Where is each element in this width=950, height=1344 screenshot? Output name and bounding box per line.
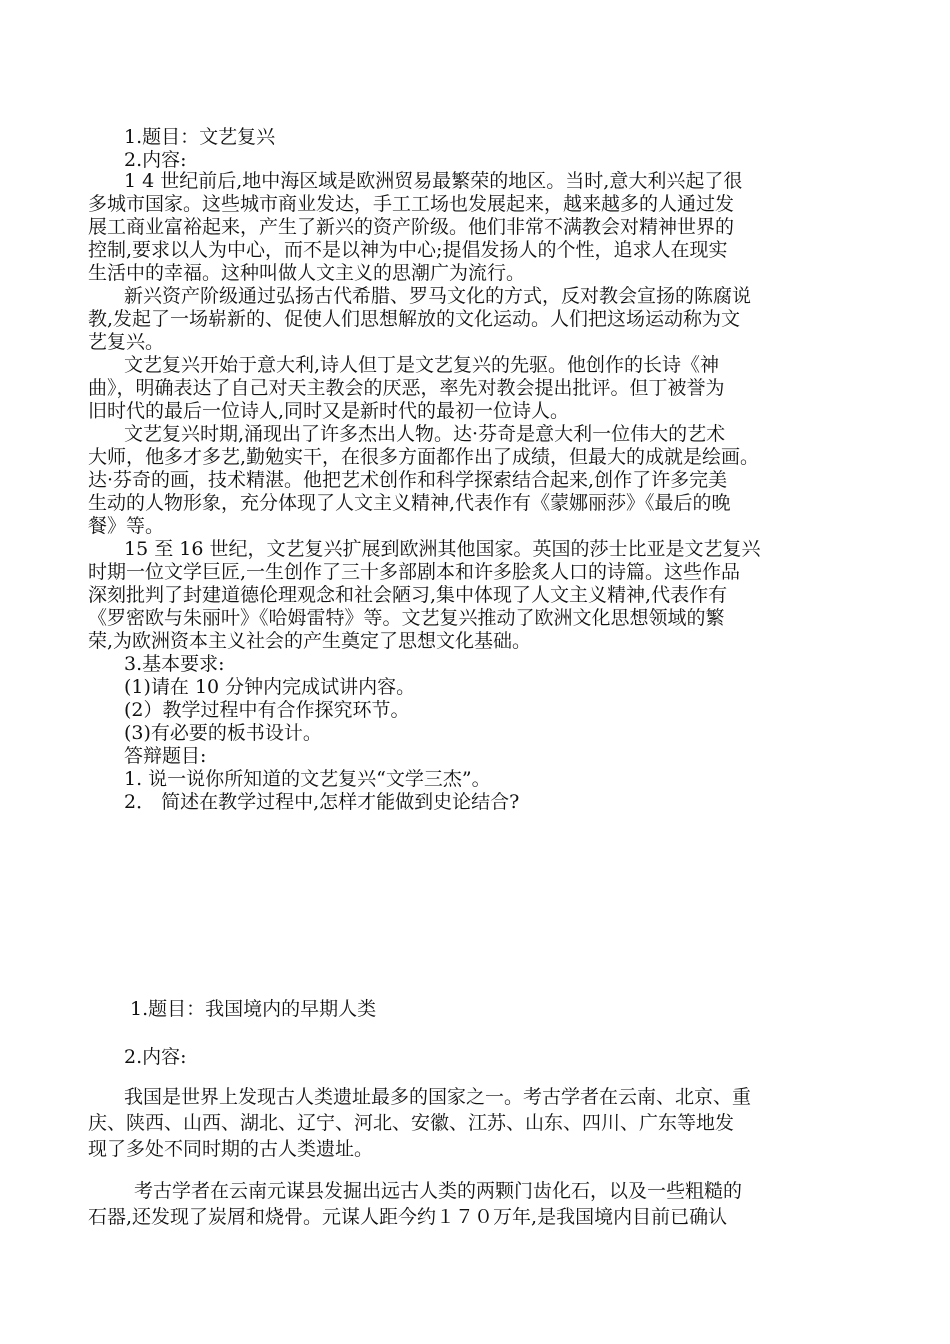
paragraph-line: 教,发起了一场崭新的、促使人们思想解放的文化运动。人们把这场运动称为文 [88,308,741,330]
paragraph-line: 《罗密欧与朱丽叶》《哈姆雷特》等。文艺复兴推动了欧洲文化思想领域的繁 [88,607,725,629]
paragraph-line: 现了多处不同时期的古人类遗址。 [88,1138,374,1160]
paragraph-line: 石器,还发现了炭屑和烧骨。元谋人距今约１７０万年,是我国境内目前已确认 [88,1206,728,1228]
paragraph-line: 荣,为欧洲资本主义社会的产生奠定了思想文化基础。 [88,630,532,652]
paragraph-line: 新兴资产阶级通过弘扬古代希腊、罗马文化的方式，反对教会宣扬的陈腐说 [124,285,752,307]
paragraph-line: 艺复兴。 [88,331,165,353]
paragraph-line: 深刻批判了封建道德伦理观念和社会陋习,集中体现了人文主义精神,代表作有 [88,584,728,606]
qa-item: 2． 简述在教学过程中,怎样才能做到史论结合? [124,791,520,813]
section2-content-label: 2.内容: [124,1046,187,1068]
paragraph-line: 时期一位文学巨匠,一生创作了三十多部剧本和许多脍炙人口的诗篇。这些作品 [88,561,741,583]
requirement-item: (3)有必要的板书设计。 [124,722,322,744]
paragraph-line: 达·芬奇的画，技术精湛。他把艺术创作和科学探索结合起来,创作了许多完美 [88,469,728,491]
paragraph-line: 庆、陕西、山西、湖北、辽宁、河北、安徽、江苏、山东、四川、广东等地发 [88,1112,735,1134]
paragraph-line: 文艺复兴时期,涌现出了许多杰出人物。达·芬奇是意大利一位伟大的艺术 [124,423,726,445]
paragraph-line: 多城市国家。这些城市商业发达，手工工场也发展起来，越来越多的人通过发 [88,193,735,215]
paragraph-line: 曲》，明确表达了自己对天主教会的厌恶，率先对教会提出批评。但丁被誉为 [88,377,725,399]
qa-label: 答辩题目: [124,745,207,767]
paragraph-line: 展工商业富裕起来，产生了新兴的资产阶级。他们非常不满教会对精神世界的 [88,216,735,238]
paragraph-line: 生动的人物形象，充分体现了人文主义精神,代表作有《蒙娜丽莎》《最后的晚 [88,492,731,514]
paragraph-line: 1 4 世纪前后,地中海区域是欧洲贸易最繁荣的地区。当时,意大利兴起了很 [124,170,743,192]
requirements-label: 3.基本要求: [124,653,225,675]
paragraph-line: 旧时代的最后一位诗人,同时又是新时代的最初一位诗人。 [88,400,570,422]
requirement-item: (1)请在 10 分钟内完成试讲内容。 [124,676,416,698]
section2-title: 1.题目：我国境内的早期人类 [130,998,377,1020]
paragraph-line: 考古学者在云南元谋县发掘出远古人类的两颗门齿化石，以及一些粗糙的 [134,1180,743,1202]
paragraph-line: 餐》等。 [88,515,165,537]
paragraph-line: 生活中的幸福。这种叫做人文主义的思潮广为流行。 [88,262,526,284]
paragraph-line: 控制,要求以人为中心，而不是以神为中心;提倡发扬人的个性，追求人在现实 [88,239,728,261]
paragraph-line: 我国是世界上发现古人类遗址最多的国家之一。考古学者在云南、北京、重 [124,1086,752,1108]
paragraph-line: 文艺复兴开始于意大利,诗人但丁是文艺复兴的先驱。他创作的长诗《神 [124,354,720,376]
paragraph-line: 15 至 16 世纪，文艺复兴扩展到欧洲其他国家。英国的莎士比亚是文艺复兴 [124,538,761,560]
qa-item: 1. 说一说你所知道的文艺复兴“文学三杰”。 [124,768,491,790]
paragraph-line: 大师，他多才多艺,勤勉实干，在很多方面都作出了成绩，但最大的成就是绘画。 [88,446,760,468]
section1-title: 1.题目：文艺复兴 [124,126,276,148]
section1-content-label: 2.内容: [124,149,187,171]
requirement-item: (2）教学过程中有合作探究环节。 [124,699,410,721]
